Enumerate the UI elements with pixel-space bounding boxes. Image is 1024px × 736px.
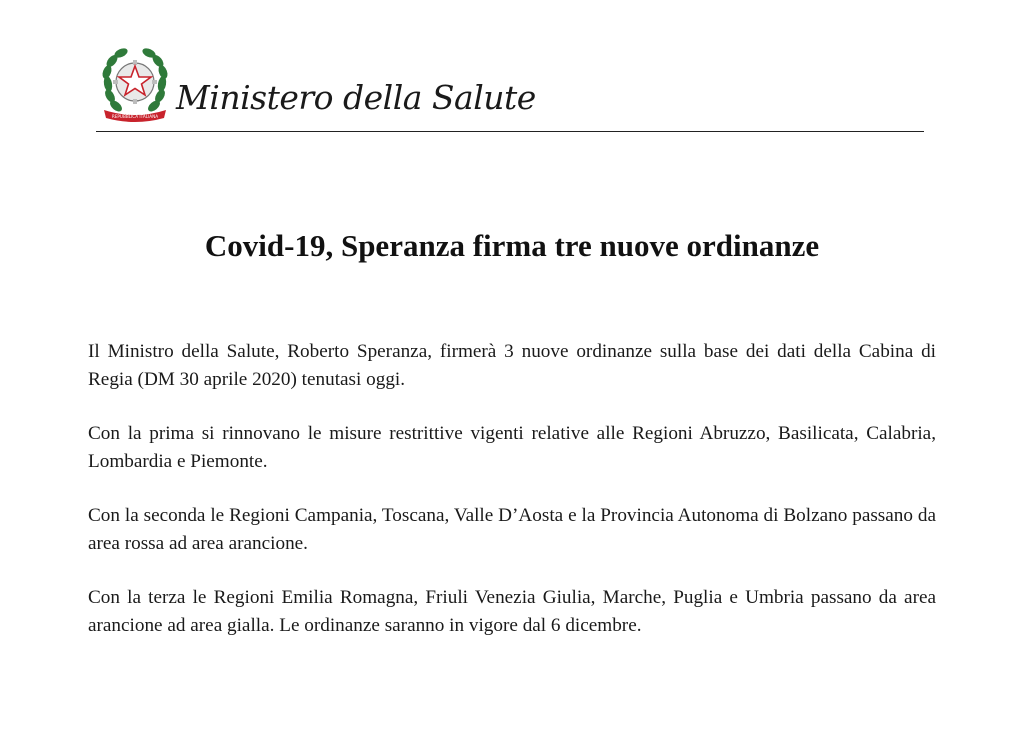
paragraph-2: Con la prima si rinnovano le misure restrittive vigenti relative alle Regioni Abruzzo, Basilicata, Calabria, Lombardia e Piemonte. [88, 423, 936, 472]
paragraph-3: Con la seconda le Regioni Campania, Toscana, Valle D’Aosta e la Provincia Autonoma di Bolzano passano da area rossa ad area arancione. [88, 505, 936, 554]
ministry-name: Ministero della Salute [176, 78, 536, 117]
paragraph-4: Con la terza le Regioni Emilia Romagna, Friuli Venezia Giulia, Marche, Puglia e Umbria passano da area arancione ad area gialla. Le ordinanze saranno in vigore dal 6 dicembre. [88, 587, 936, 636]
paragraph-1: Il Ministro della Salute, Roberto Speranza, firmerà 3 nuove ordinanze sulla base dei dati della Cabina di Regia (DM 30 aprile 2020) tenutasi oggi. [88, 341, 936, 390]
header-rule [96, 131, 924, 132]
document-title: Covid-19, Speranza firma tre nuove ordinanze [204, 228, 820, 263]
letterhead [96, 40, 926, 136]
svg-text:REPUBBLICA ITALIANA: REPUBBLICA ITALIANA [111, 114, 159, 119]
italian-republic-emblem-icon [98, 44, 172, 126]
document-body [88, 338, 936, 666]
